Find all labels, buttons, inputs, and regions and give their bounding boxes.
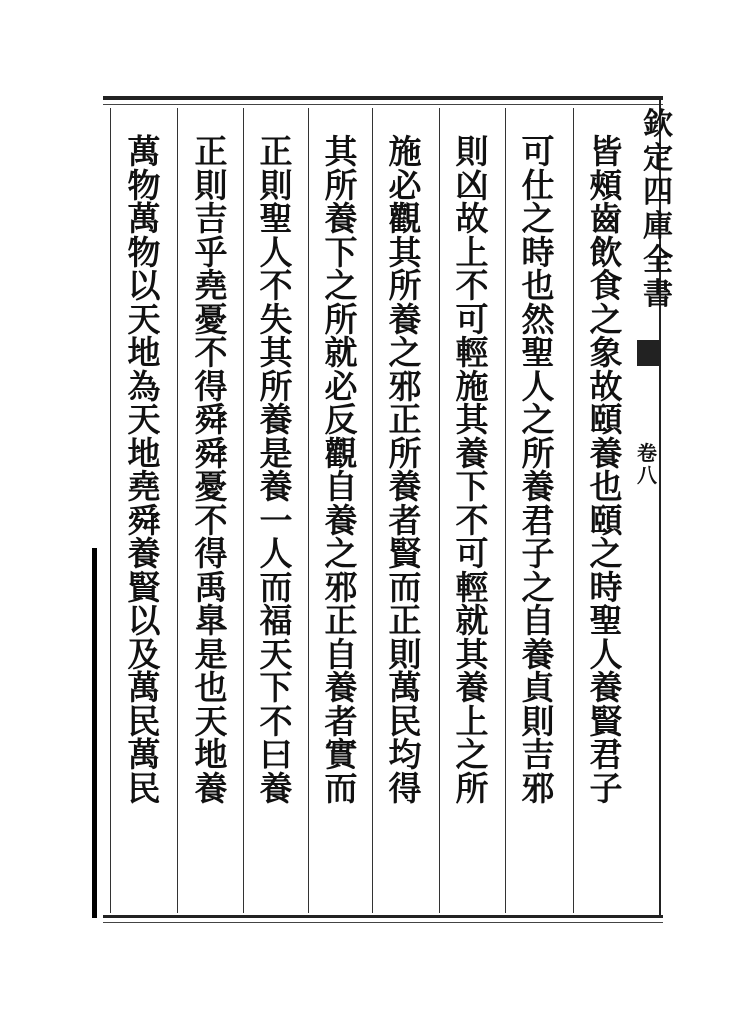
character: 施: [388, 132, 422, 171]
character: 之: [455, 735, 489, 774]
column-divider: [505, 108, 506, 913]
character: 也: [589, 467, 623, 506]
character: 凶: [455, 165, 489, 205]
character: 而: [388, 567, 422, 607]
column-divider: [439, 108, 440, 913]
character: 正: [194, 132, 228, 171]
character: 萬: [127, 735, 161, 774]
character: 聖: [259, 199, 293, 238]
character: 養: [324, 500, 358, 540]
character: 者: [388, 500, 422, 540]
character: 曰: [259, 735, 293, 774]
character: 時: [521, 232, 555, 272]
character: 舜: [194, 433, 228, 473]
text-column: [576, 132, 636, 915]
character: 福: [259, 601, 293, 640]
top-border: [103, 96, 663, 100]
character: 而: [259, 567, 293, 607]
character: 不: [194, 500, 228, 540]
character: 養: [259, 768, 293, 808]
character: 養: [127, 534, 161, 573]
character: 均: [388, 735, 422, 774]
character: 養: [194, 768, 228, 808]
character: 養: [259, 467, 293, 506]
character: 地: [127, 333, 161, 372]
character: 民: [127, 768, 161, 808]
column-divider: [177, 108, 178, 913]
character: 之: [521, 199, 555, 238]
character: 觀: [388, 199, 422, 238]
character: 所: [259, 366, 293, 406]
text-column: [311, 132, 371, 915]
bottom-border-inner: [103, 922, 663, 923]
text-column: [375, 132, 435, 915]
character: 子: [521, 534, 555, 573]
character: 故: [589, 366, 623, 406]
character: 以: [127, 266, 161, 305]
character: 聖: [521, 333, 555, 372]
character: 君: [589, 735, 623, 774]
character: 不: [259, 266, 293, 305]
character: 乎: [194, 232, 228, 272]
character: 庫: [643, 209, 673, 244]
character: 必: [324, 366, 358, 406]
text-column: [114, 132, 174, 915]
character: 也: [521, 266, 555, 305]
character: 以: [127, 601, 161, 640]
character: 可: [455, 534, 489, 573]
character: 地: [127, 433, 161, 473]
character: 正: [324, 601, 358, 640]
character: 是: [194, 634, 228, 674]
column-divider: [110, 108, 111, 913]
character: 人: [521, 366, 555, 406]
character: 堯: [194, 266, 228, 305]
character: 憂: [194, 299, 228, 339]
character: 之: [589, 534, 623, 573]
character: 其: [324, 132, 358, 171]
character: 皆: [589, 132, 623, 171]
character: 天: [259, 634, 293, 674]
character: 所: [324, 299, 358, 339]
character: 仕: [521, 165, 555, 205]
character: 得: [388, 768, 422, 808]
character: 頰: [589, 165, 623, 205]
character: 頤: [589, 400, 623, 439]
text-column: [181, 132, 241, 915]
character: 民: [127, 701, 161, 741]
character: 堯: [127, 467, 161, 506]
character: 得: [194, 366, 228, 406]
character: 養: [521, 634, 555, 674]
character: 吉: [194, 199, 228, 238]
character: 四: [643, 175, 673, 210]
character: 邪: [388, 366, 422, 406]
character: 人: [589, 634, 623, 674]
character: 所: [521, 433, 555, 473]
character: 自: [521, 601, 555, 640]
margin-book-title: [636, 108, 680, 312]
character: 禹: [194, 567, 228, 607]
character: 萬: [127, 199, 161, 238]
character: 君: [521, 500, 555, 540]
character: 故: [455, 199, 489, 238]
character: 者: [324, 701, 358, 741]
character: 萬: [127, 668, 161, 707]
character: 人: [259, 534, 293, 573]
character: 養: [324, 668, 358, 707]
margin-volume-label: [632, 442, 662, 486]
character: 下: [324, 232, 358, 272]
column-divider: [372, 108, 373, 913]
character: 象: [589, 333, 623, 372]
character: 是: [259, 433, 293, 473]
character: 養: [259, 400, 293, 439]
character: 頤: [589, 500, 623, 540]
character: 舜: [194, 400, 228, 439]
character: 舜: [127, 500, 161, 540]
character: 實: [324, 735, 358, 774]
character: 正: [388, 400, 422, 439]
character: 時: [589, 567, 623, 607]
character: 則: [388, 634, 422, 674]
character: 觀: [324, 433, 358, 473]
character: 養: [324, 199, 358, 238]
character: 民: [388, 701, 422, 741]
character: 書: [643, 277, 673, 312]
character: 萬: [127, 132, 161, 171]
character: 八: [637, 463, 657, 487]
character: 正: [259, 132, 293, 171]
text-column: [246, 132, 306, 915]
character: 養: [388, 299, 422, 339]
character: 物: [127, 232, 161, 272]
character: 天: [194, 701, 228, 741]
character: 而: [324, 768, 358, 808]
character: 邪: [324, 567, 358, 607]
character: 上: [455, 701, 489, 741]
character: 齒: [589, 199, 623, 238]
character: 憂: [194, 467, 228, 506]
character: 可: [455, 299, 489, 339]
character: 輕: [455, 333, 489, 372]
character: 之: [388, 333, 422, 372]
character: 則: [194, 165, 228, 205]
character: 食: [589, 266, 623, 305]
character: 所: [324, 165, 358, 205]
character: 得: [194, 534, 228, 573]
character: 養: [521, 467, 555, 506]
character: 之: [324, 266, 358, 305]
character: 必: [388, 165, 422, 205]
character: 地: [194, 735, 228, 774]
character: 則: [521, 701, 555, 741]
top-border-inner: [103, 104, 663, 105]
character: 其: [388, 232, 422, 272]
character: 其: [455, 634, 489, 674]
character: 就: [455, 601, 489, 640]
character: 養: [455, 433, 489, 473]
character: 一: [259, 500, 293, 540]
column-divider: [243, 108, 244, 913]
character: 邪: [521, 768, 555, 808]
character: 其: [455, 400, 489, 439]
text-column: [442, 132, 502, 915]
character: 物: [127, 165, 161, 205]
character: 然: [521, 299, 555, 339]
character: 養: [388, 467, 422, 506]
character: 之: [521, 400, 555, 439]
character: 也: [194, 668, 228, 707]
character: 全: [643, 243, 673, 278]
left-margin-bar: [92, 548, 97, 918]
character: 其: [259, 333, 293, 372]
character: 不: [455, 500, 489, 540]
character: 不: [194, 333, 228, 372]
character: 養: [589, 668, 623, 707]
character: 則: [259, 165, 293, 205]
character: 為: [127, 366, 161, 406]
character: 自: [324, 467, 358, 506]
text-column: [508, 132, 568, 915]
character: 聖: [589, 601, 623, 640]
character: 正: [388, 601, 422, 640]
character: 養: [589, 433, 623, 473]
character: 下: [455, 467, 489, 506]
character: 不: [259, 701, 293, 741]
character: 飲: [589, 232, 623, 272]
character: 所: [388, 433, 422, 473]
character: 天: [127, 299, 161, 339]
character: 可: [521, 132, 555, 171]
character: 吉: [521, 735, 555, 774]
character: 所: [455, 768, 489, 808]
character: 自: [324, 634, 358, 674]
character: 則: [455, 132, 489, 171]
character: 賢: [589, 701, 623, 741]
fish-tail-mark: [637, 340, 659, 366]
character: 定: [643, 141, 673, 176]
character: 輕: [455, 567, 489, 607]
column-divider: [573, 108, 574, 913]
character: 養: [455, 668, 489, 707]
character: 上: [455, 232, 489, 272]
character: 下: [259, 668, 293, 707]
character: 之: [324, 534, 358, 573]
character: 失: [259, 299, 293, 339]
character: 反: [324, 400, 358, 439]
column-divider: [308, 108, 309, 913]
character: 萬: [388, 668, 422, 707]
character: 天: [127, 400, 161, 439]
character: 所: [388, 266, 422, 305]
character: 人: [259, 232, 293, 272]
character: 賢: [388, 534, 422, 573]
character: 卷: [637, 441, 657, 465]
character: 就: [324, 333, 358, 372]
character: 臯: [194, 601, 228, 640]
character: 之: [521, 567, 555, 607]
character: 子: [589, 768, 623, 808]
character: 施: [455, 366, 489, 406]
character: 賢: [127, 567, 161, 607]
character: 欽: [643, 107, 673, 142]
character: 之: [589, 299, 623, 339]
character: 及: [127, 634, 161, 674]
bottom-border: [103, 915, 663, 918]
character: 不: [455, 266, 489, 305]
character: 貞: [521, 668, 555, 707]
